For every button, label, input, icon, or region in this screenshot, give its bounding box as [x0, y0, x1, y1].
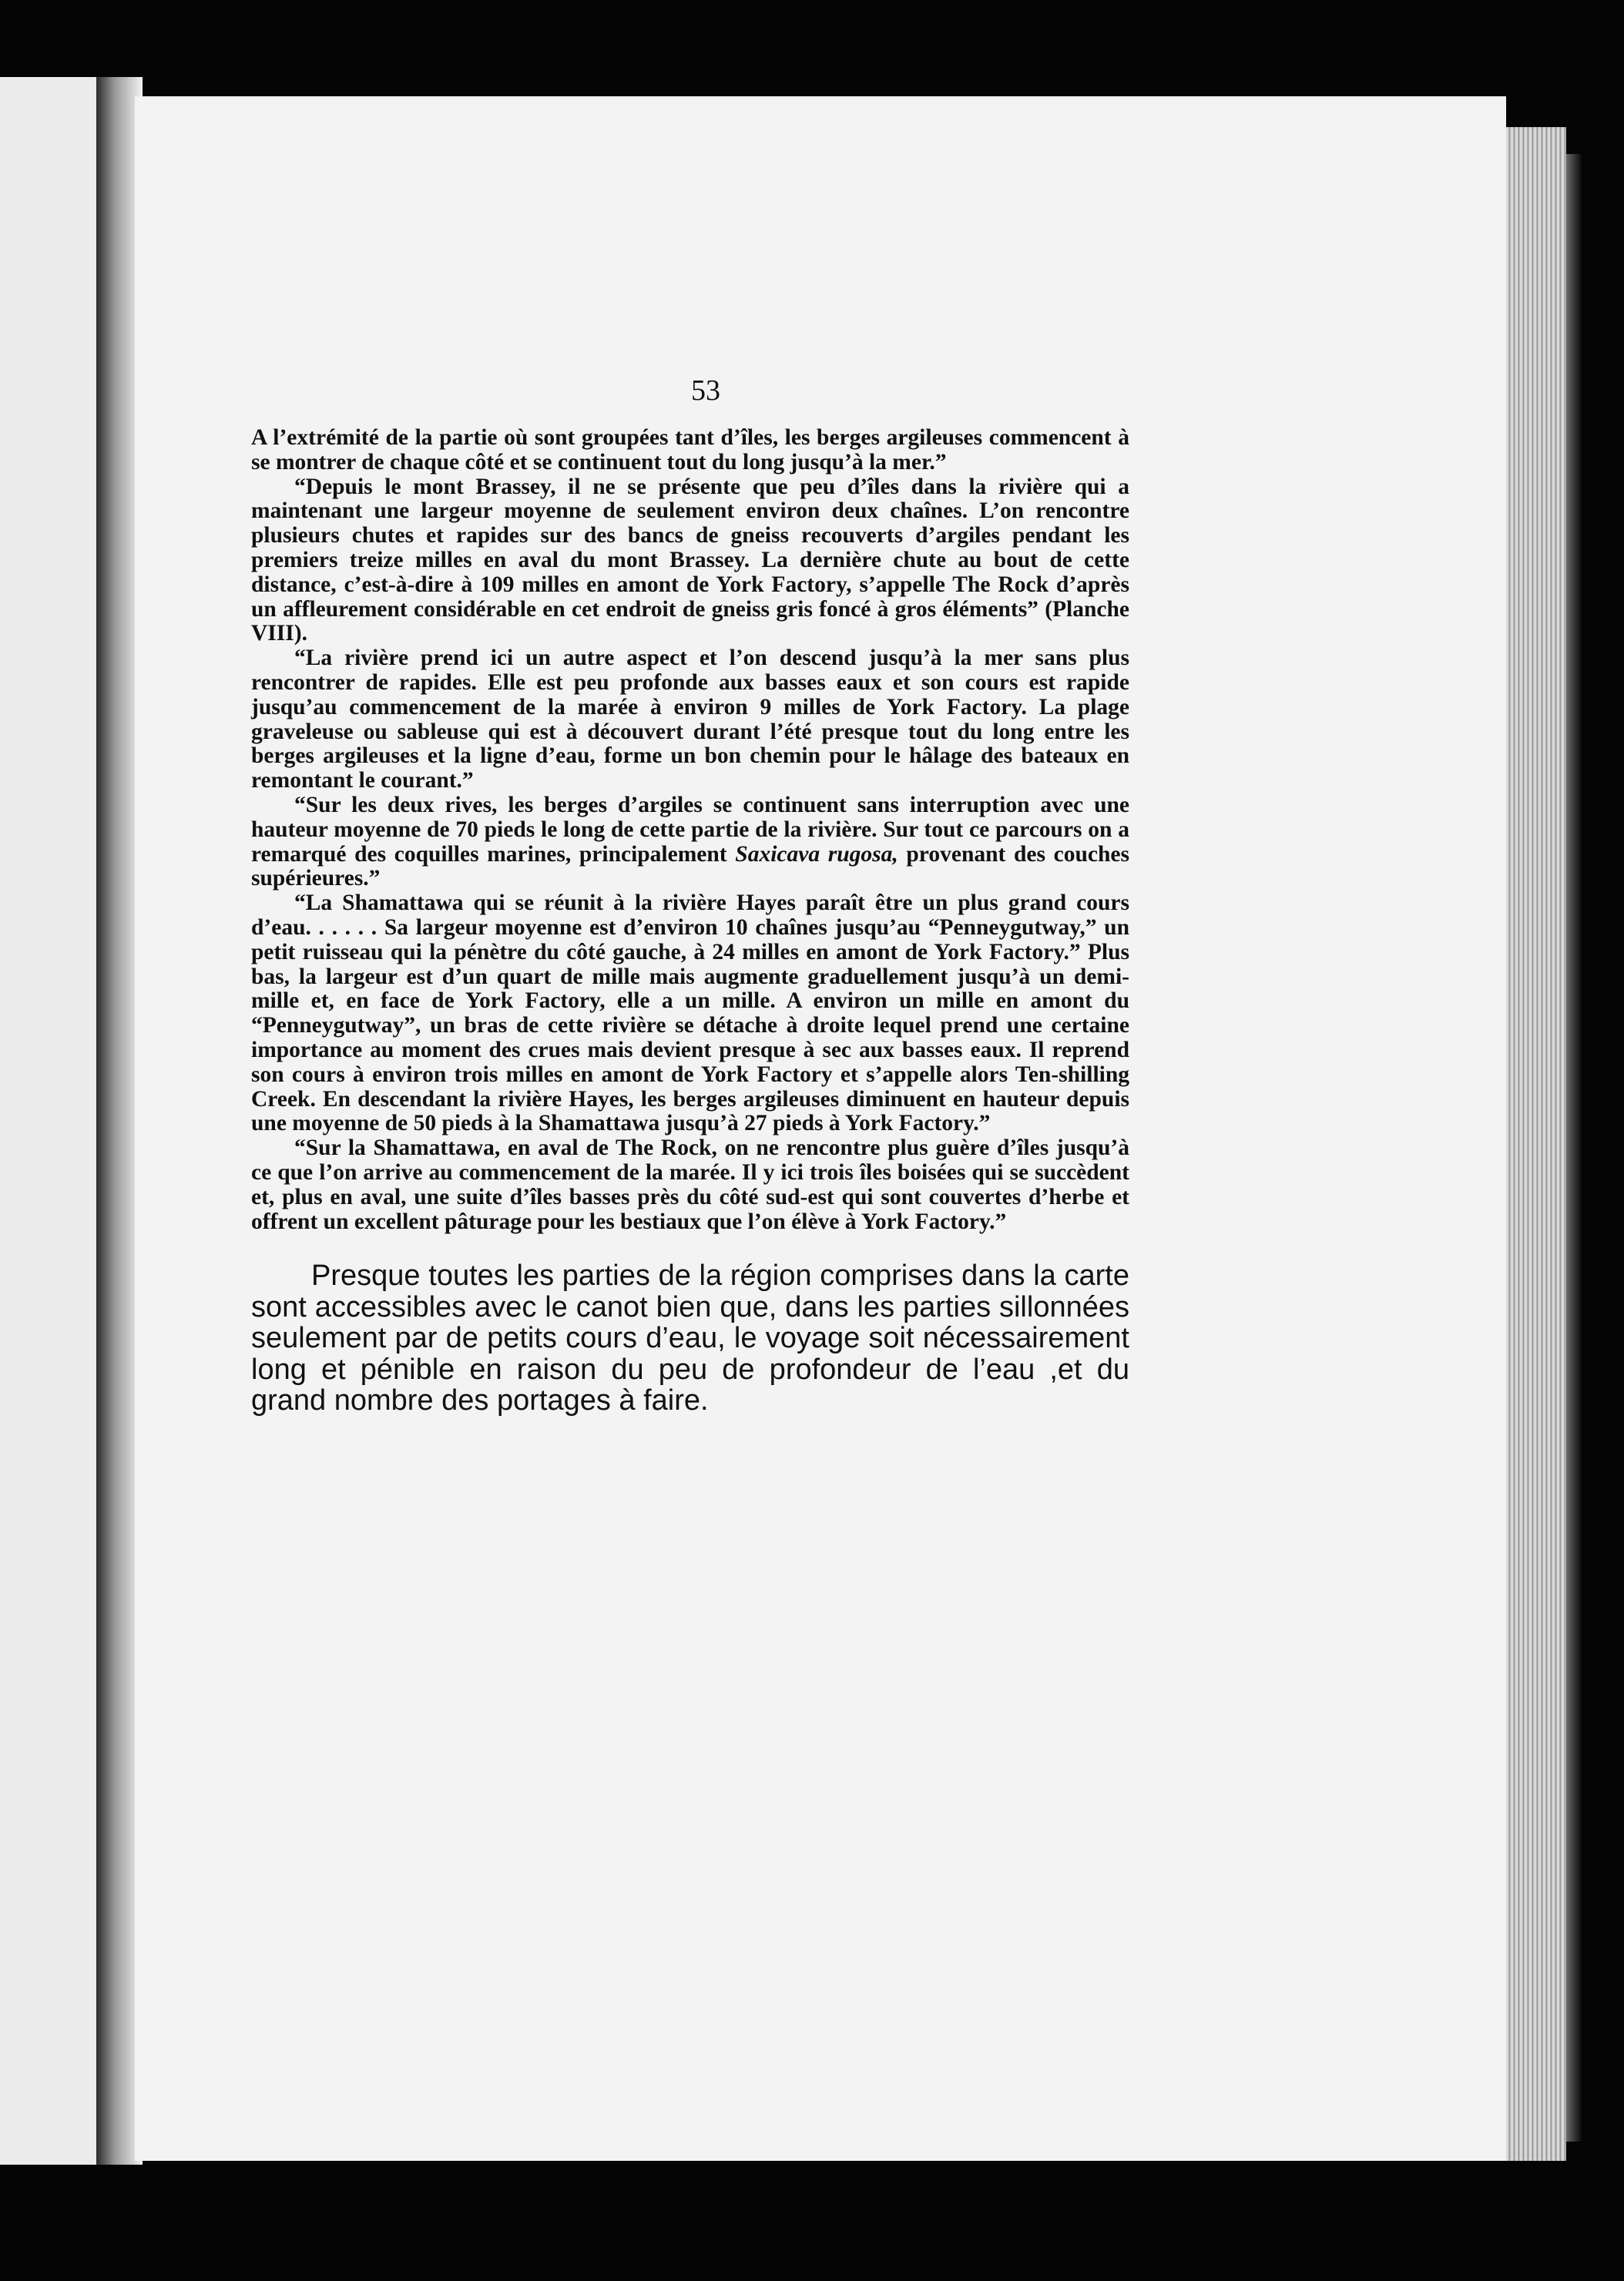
quote-paragraph-5: “La Shamattawa qui se réunit à la rivière Hayes paraît être un plus grand cours d’eau. . . . . . Sa largeur moyenne est d’environ 10 chaînes jusqu’au “Penneygutway,” un petit ruisseau qui la pénètre du côté gauche, à 24 milles en amont de York Factory.” Plus bas, la largeur est d’un quart de mille mais augmente graduellement jusqu’à un demi-mille et, en face de York Factory, elle a un mille. A environ un mille en amont du “Penneygutway”, un bras de cette rivière se détache à droite lequel prend une certaine importance au moment des crues mais devient presque à sec aux basses eaux. Il reprend son cours à environ trois milles en amont de York Factory et s’appelle alors Ten-shilling Creek. En descendant la rivière Hayes, les berges argileuses diminuent en hauteur depuis une moyenne de 50 pieds à la Shamattawa jusqu’à 27 pieds à York Factory.”: [251, 891, 1129, 1136]
page-edges: [1506, 127, 1566, 2161]
body-paragraph: Presque toutes les parties de la région comprises dans la carte sont accessibles avec le canot bien que, dans les parties sillonnées seulement par de petits cours d’eau, le voyage soit nécessairement long et pénible en raison du peu de profondeur de l’eau ,et du grand nombre des portages à faire.: [251, 1260, 1129, 1417]
quote-paragraph-4-end: provenant des couches supérieures.”: [251, 841, 1129, 891]
left-page-edge: [0, 77, 99, 2165]
quote-paragraph-2: “Depuis le mont Brassey, il ne se présente que peu d’îles dans la rivière qui a maintenant une largeur moyenne de seulement environ deux chaînes. L’on rencontre plusieurs chutes et rapides sur des bancs de gneiss recouverts d’argiles pendant les premiers treize milles en aval du mont Brassey. La dernière chute au bout de cette distance, c’est-à-dire à 109 milles en amont de York Factory, s’appelle The Rock d’après un affleurement considérable en cet endroit de gneiss gris foncé à gros éléments” (Planche VIII).: [251, 474, 1129, 646]
page-number: 53: [691, 374, 720, 407]
species-name: Saxicava rugosa,: [735, 841, 898, 867]
quote-paragraph-4: [251, 793, 1129, 891]
quote-paragraph-1: A l’extrémité de la partie où sont groupées tant d’îles, les berges argileuses commencent à se montrer de chaque côté et se continuent tout du long jusqu’à la mer.”: [251, 425, 1129, 475]
quote-paragraph-6: “Sur la Shamattawa, en aval de The Rock, on ne rencontre plus guère d’îles jusqu’à ce que l’on arrive au commencement de la marée. Il y ici trois îles boisées qui se succèdent et, plus en aval, une suite d’îles basses près du côté sud-est qui sont couvertes d’herbe et offrent un excellent pâturage pour les bestiaux que l’on élève à York Factory.”: [251, 1135, 1129, 1234]
quote-paragraph-4-start: “Sur les deux rives, les berges d’argiles se continuent sans interruption avec une hauteur moyenne de 70 pieds le long de cette partie de la rivière. Sur tout ce parcours on a remarqué des coquilles marines, principalement: [251, 792, 1129, 867]
quote-paragraph-3: “La rivière prend ici un autre aspect et l’on descend jusqu’à la mer sans plus rencontrer de rapides. Elle est peu profonde aux basses eaux et son cours est rapide jusqu’au commencement de la marée à environ 9 milles de York Factory. La plage graveleuse ou sableuse qui est à découvert durant l’été presque tout du long entre les berges argileuses et la ligne d’eau, forme un bon chemin pour le hâlage des bateaux en remontant le courant.”: [251, 646, 1129, 793]
page-text-block: [251, 374, 1129, 1446]
quoted-passage: [251, 426, 1129, 1234]
page-edges-shade: [1566, 154, 1582, 2142]
